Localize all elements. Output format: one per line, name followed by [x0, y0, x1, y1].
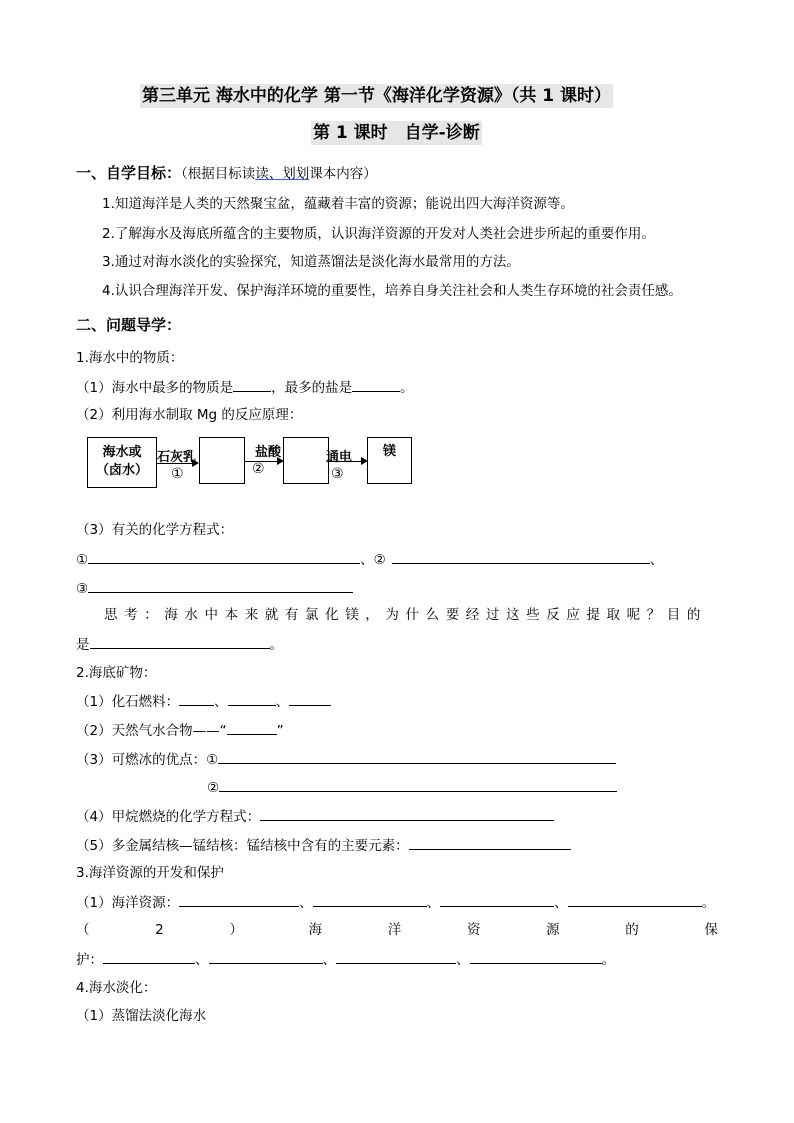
q3-part2-cont: 护： 、 、 、 。	[76, 949, 615, 970]
q4-title: 4.海水淡化：	[76, 980, 157, 996]
equation-row-2: ③	[76, 578, 353, 599]
blank-resource-1[interactable]	[179, 892, 299, 907]
q4-part1: （1）蒸馏法淡化海水	[76, 1008, 207, 1024]
flow-box-seawater	[87, 437, 157, 488]
q2-part5: （5）多金属结核—锰结核：锰结核中含有的主要元素：	[76, 835, 571, 856]
blank-resource-2[interactable]	[313, 892, 427, 907]
flow-box-seawater-line1: 海水或	[102, 445, 142, 460]
flow-step-3: ③	[331, 466, 344, 482]
blank-methane-equation[interactable]	[260, 806, 554, 821]
blank-ice-advantage-1[interactable]	[218, 749, 616, 764]
q2-part3-second: ②	[207, 777, 617, 798]
flow-box-magnesium	[367, 437, 412, 484]
section1-heading-row	[76, 162, 377, 184]
goal-item-1: 1.知道海洋是人类的天然聚宝盆，蕴藏着丰富的资源；能说出四大海洋资源等。	[102, 196, 574, 212]
blank-ice-advantage-2[interactable]	[219, 777, 617, 792]
blank-fossil-1[interactable]	[179, 691, 214, 706]
blank-equation-3[interactable]	[88, 578, 353, 593]
blank-resource-4[interactable]	[568, 892, 702, 907]
goal-item-4: 4.认识合理海洋开发、保护海洋环境的重要性，培养自身关注社会和人类生存环境的社会责任感。	[102, 283, 682, 299]
think-question: 思考：海水中本来就有氯化镁，为什么要经过这些反应提取呢？目的	[104, 607, 707, 623]
flow-label-lime: 石灰乳	[157, 450, 197, 465]
q3-part2: （ 2 ） 海 洋 资 源 的 保	[76, 922, 718, 938]
page-title: 第三单元 海水中的化学 第一节《海洋化学资源》（共 1 课时）	[142, 86, 612, 106]
blank-protect-4[interactable]	[470, 949, 602, 964]
blank-equation-2[interactable]	[392, 549, 650, 564]
flow-label-electrolysis: 通电	[326, 450, 353, 465]
blank-most-salt[interactable]	[352, 377, 400, 392]
blank-protect-1[interactable]	[103, 949, 195, 964]
q2-part2: （2）天然气水合物——“ ”	[76, 720, 284, 741]
q1-part3: （3）有关的化学方程式：	[76, 522, 234, 538]
q1-part2: （2）利用海水制取 Mg 的反应原理：	[76, 407, 303, 423]
blank-protect-2[interactable]	[209, 949, 323, 964]
goal-item-3: 3.通过对海水淡化的实验探究，知道蒸馏法是淡化海水最常用的方法。	[102, 254, 520, 270]
goal-item-2: 2.了解海水及海底所蕴含的主要物质，认识海洋资源的开发对人类社会进步所起的重要作用。	[102, 226, 655, 242]
section1-heading: 一、自学目标：	[76, 164, 182, 182]
blank-most-substance[interactable]	[233, 377, 271, 392]
page-subtitle: 第 1 课时 自学-诊断	[313, 123, 480, 143]
blank-resource-3[interactable]	[440, 892, 554, 907]
equation-row-1: ① 、② 、	[76, 549, 663, 570]
q2-part4: （4）甲烷燃烧的化学方程式：	[76, 806, 554, 827]
q1-title: 1.海水中的物质：	[76, 350, 184, 366]
q3-part1: （1）海洋资源： 、 、 、 。	[76, 892, 715, 913]
q2-title: 2.海底矿物：	[76, 665, 157, 681]
section2-heading: 二、问题导学：	[76, 316, 182, 334]
section1-note: （根据目标读读、划划课本内容）	[181, 166, 377, 182]
blank-purpose[interactable]	[90, 634, 270, 649]
q3-title: 3.海洋资源的开发和保护	[76, 865, 224, 881]
flow-step-2: ②	[252, 461, 265, 477]
think-answer-row: 是 。	[76, 634, 283, 655]
flow-box-blank-1[interactable]	[199, 437, 245, 484]
flow-box-seawater-line2: （卤水）	[95, 463, 148, 478]
blank-gas-hydrate[interactable]	[227, 720, 277, 735]
flow-label-hcl: 盐酸	[255, 445, 282, 460]
q2-part3: （3）可燃冰的优点：①	[76, 749, 616, 770]
q2-part1: （1）化石燃料： 、 、	[76, 691, 331, 712]
blank-fossil-3[interactable]	[289, 691, 331, 706]
flow-box-magnesium-label: 镁	[382, 444, 396, 459]
blank-protect-3[interactable]	[336, 949, 456, 964]
flow-step-1: ①	[171, 466, 184, 482]
q1-part1: （1）海水中最多的物质是 ，最多的盐是 。	[76, 377, 414, 398]
flow-box-blank-2[interactable]	[283, 437, 329, 484]
blank-fossil-2[interactable]	[228, 691, 276, 706]
blank-equation-1[interactable]	[88, 549, 360, 564]
blank-manganese-elements[interactable]	[409, 835, 571, 850]
